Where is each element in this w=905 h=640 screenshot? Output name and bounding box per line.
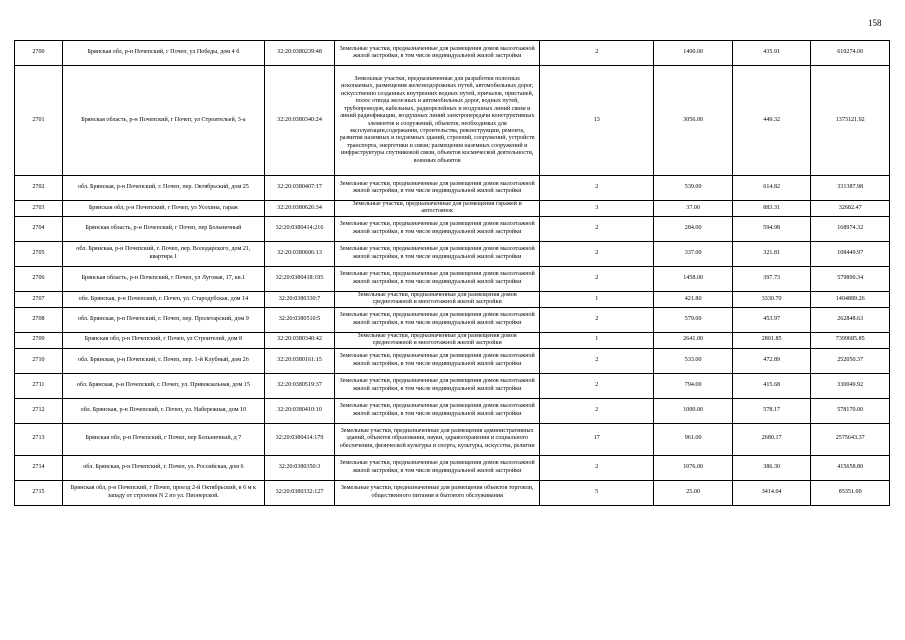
table-row [15,291,890,307]
address-cell: Брянская область, р-н Почепский, г Почеп, пер Больничный [62,216,264,241]
address-cell: Брянская обл, р-н Почепский, г Почеп, ул Усохина, гараж [62,201,264,217]
row-number: 2705 [15,241,63,266]
table-row [15,373,890,398]
row-number: 2704 [15,216,63,241]
table-row [15,41,890,66]
address-cell: обл. Брянская, р-н Почепский, г. Почеп, пер. Володарского, дом 21, квартира 1 [62,241,264,266]
specific-value-cell: 883.31 [732,201,811,217]
specific-value-cell: 2680.17 [732,423,811,455]
row-number: 2714 [15,455,63,480]
use-group-code-cell: 2 [540,176,654,201]
cadastral-number-cell: 32:20:0380330:7 [264,291,334,307]
cadastral-number-cell: 32:20:0380519:37 [264,373,334,398]
permitted-use-cell: Земельные участки, предназначенные для размещения домов среднеэтажной и многоэтажной жилой застройки [335,291,540,307]
table-row [15,480,890,505]
cadastral-value-cell: 1404889.26 [811,291,890,307]
row-number: 2712 [15,398,63,423]
use-group-code-cell: 2 [540,348,654,373]
area-cell: 3056.00 [654,66,733,176]
table-row [15,455,890,480]
table-row [15,332,890,348]
permitted-use-cell: Земельные участки, предназначенные для размещения домов малоэтажной жилой застройки, в том числе индивидуальной жилой застройки [335,176,540,201]
table-row [15,307,890,332]
specific-value-cell: 449.32 [732,66,811,176]
specific-value-cell: 614.82 [732,176,811,201]
cadastral-value-cell: 1373121.92 [811,66,890,176]
table-row [15,66,890,176]
row-number: 2702 [15,176,63,201]
table-row [15,216,890,241]
row-number: 2700 [15,41,63,66]
row-number: 2701 [15,66,63,176]
address-cell: обл. Брянская, р-н Почепский, г. Почеп, пер. Пролетарский, дом 9 [62,307,264,332]
permitted-use-cell: Земельные участки, предназначенные для размещения домов малоэтажной жилой застройки, в том числе индивидуальной жилой застройки [335,41,540,66]
cadastral-value-cell: 2575643.37 [811,423,890,455]
cadastral-value-cell: 252050.37 [811,348,890,373]
cadastral-value-cell: 579890.34 [811,266,890,291]
cadastral-value-cell: 7399685.85 [811,332,890,348]
use-group-code-cell: 2 [540,216,654,241]
specific-value-cell: 321.81 [732,241,811,266]
cadastral-value-cell: 32682.47 [811,201,890,217]
cadastral-number-cell: 32:20:0380332:127 [264,480,334,505]
address-cell: обл. Брянская, р-н Почепский, г. Почеп, ул. Набережная, дом 10 [62,398,264,423]
specific-value-cell: 415.68 [732,373,811,398]
specific-value-cell: 3414.04 [732,480,811,505]
permitted-use-cell: Земельные участки, предназначенные для размещения домов малоэтажной жилой застройки, в том числе индивидуальной жилой застройки [335,241,540,266]
area-cell: 284.00 [654,216,733,241]
cadastral-number-cell: 32:20:0380626:34 [264,201,334,217]
cadastral-number-cell: 32:20:0380340:24 [264,66,334,176]
table-row [15,201,890,217]
specific-value-cell: 3330.70 [732,291,811,307]
specific-value-cell: 386.30 [732,455,811,480]
area-cell: 1076.00 [654,455,733,480]
permitted-use-cell: Земельные участки, предназначенные для размещения домов малоэтажной жилой застройки, в том числе индивидуальной жилой застройки [335,373,540,398]
cadastral-number-cell: 32:20:0380161:15 [264,348,334,373]
cadastral-number-cell: 32:20:0380340:42 [264,332,334,348]
permitted-use-cell: Земельные участки, предназначенные для размещения домов малоэтажной жилой застройки, в том числе индивидуальной жилой застройки [335,266,540,291]
cadastral-number-cell: 32:20:0380606:13 [264,241,334,266]
cadastral-value-cell: 578170.00 [811,398,890,423]
address-cell: обл. Брянская, р-н Почепский, г. Почеп, ул. Стародубская, дом 14 [62,291,264,307]
area-cell: 337.00 [654,241,733,266]
address-cell: Брянская область, р-н Почепский, г Почеп, ул Строительей, 3-а [62,66,264,176]
row-number: 2711 [15,373,63,398]
area-cell: 37.00 [654,201,733,217]
cadastral-value-cell: 415658.80 [811,455,890,480]
specific-value-cell: 594.98 [732,216,811,241]
use-group-code-cell: 3 [540,201,654,217]
land-registry-table [14,40,890,506]
permitted-use-cell: Земельные участки, предназначенные для размещения домов малоэтажной жилой застройки, в том числе индивидуальной жилой застройки [335,455,540,480]
permitted-use-cell: Земельные участки, предназначенные для размещения домов малоэтажной жилой застройки, в том числе индивидуальной жилой застройки [335,348,540,373]
area-cell: 421.80 [654,291,733,307]
address-cell: Брянская обл, р-н Почепский, г Почеп, ул Строителей, дом 8 [62,332,264,348]
address-cell: Брянская обл, р-н Почепский, г Почеп, проезд 2-й Октябрьский, в 6 м к западу от строения N 2 по ул. Пионерской. [62,480,264,505]
use-group-code-cell: 2 [540,398,654,423]
area-cell: 2641.00 [654,332,733,348]
specific-value-cell: 2801.85 [732,332,811,348]
page-number: 158 [868,18,882,28]
table-row [15,176,890,201]
specific-value-cell: 397.73 [732,266,811,291]
cadastral-number-cell: 32:20:0380239:48 [264,41,334,66]
address-cell: обл. Брянская, р-н Почепский, г. Почеп, ул. Российская, дом 6 [62,455,264,480]
cadastral-value-cell: 330049.92 [811,373,890,398]
cadastral-number-cell: 32:20:0380350:3 [264,455,334,480]
permitted-use-cell: Земельные участки, предназначенные для размещения объектов торговли, общественного питания и бытового обслуживания [335,480,540,505]
cadastral-number-cell: 32:20:0380418:195 [264,266,334,291]
cadastral-number-cell: 32:20:0380407:17 [264,176,334,201]
table-row [15,266,890,291]
table-row [15,398,890,423]
use-group-code-cell: 2 [540,307,654,332]
area-cell: 1400.00 [654,41,733,66]
use-group-code-cell: 1 [540,332,654,348]
permitted-use-cell: Земельные участки, предназначенные для размещения гаражей и автостоянок [335,201,540,217]
area-cell: 961.00 [654,423,733,455]
permitted-use-cell: Земельные участки, предназначенные для размещения домов малоэтажной жилой застройки, в том числе индивидуальной жилой застройки [335,216,540,241]
use-group-code-cell: 2 [540,373,654,398]
use-group-code-cell: 2 [540,41,654,66]
table-row [15,241,890,266]
cadastral-value-cell: 108449.97 [811,241,890,266]
row-number: 2713 [15,423,63,455]
use-group-code-cell: 2 [540,266,654,291]
cadastral-value-cell: 262848.63 [811,307,890,332]
address-cell: обл. Брянская, р-н Почепский, г. Почеп, пер. 1-й Клубный, дом 26 [62,348,264,373]
row-number: 2709 [15,332,63,348]
row-number: 2708 [15,307,63,332]
row-number: 2703 [15,201,63,217]
area-cell: 25.00 [654,480,733,505]
cadastral-value-cell: 331387.98 [811,176,890,201]
specific-value-cell: 578.17 [732,398,811,423]
cadastral-value-cell: 85351.00 [811,480,890,505]
address-cell: обл. Брянская, р-н Почепский, г. Почеп, ул. Привокзальная, дом 15 [62,373,264,398]
use-group-code-cell: 2 [540,455,654,480]
area-cell: 1458.00 [654,266,733,291]
permitted-use-cell: Земельные участки, предназначенные для размещения административных зданий, объектов образования, науки, здравоохранения и социального обеспечения, физической культуры и спорта, культуры, искусства, религии [335,423,540,455]
cadastral-number-cell: 32:20:0380510:5 [264,307,334,332]
permitted-use-cell: Земельные участки, предназначенные для размещения домов малоэтажной жилой застройки, в том числе индивидуальной жилой застройки [335,307,540,332]
cadastral-number-cell: 32:20:0380414:216 [264,216,334,241]
table-row [15,348,890,373]
specific-value-cell: 472.89 [732,348,811,373]
area-cell: 579.00 [654,307,733,332]
address-cell: обл. Брянская, р-н Почепский, г. Почеп, пер. Октябрьский, дом 25 [62,176,264,201]
area-cell: 794.00 [654,373,733,398]
address-cell: Брянская обл, р-н Почепский, г Почеп, ул Победы, дом 4 б [62,41,264,66]
cadastral-number-cell: 32:20:0380414:179 [264,423,334,455]
use-group-code-cell: 13 [540,66,654,176]
cadastral-value-cell: 168974.32 [811,216,890,241]
area-cell: 533.00 [654,348,733,373]
row-number: 2715 [15,480,63,505]
table-row [15,423,890,455]
permitted-use-cell: Земельные участки, предназначенные для размещения домов среднеэтажной и многоэтажной жилой застройки [335,332,540,348]
specific-value-cell: 453.97 [732,307,811,332]
permitted-use-cell: Земельные участки, предназначенные для размещения домов малоэтажной жилой застройки, в том числе индивидуальной жилой застройки [335,398,540,423]
use-group-code-cell: 1 [540,291,654,307]
row-number: 2710 [15,348,63,373]
address-cell: Брянская область, р-н Почепский, г Почеп, ул Луговая, 17, кв.1 [62,266,264,291]
row-number: 2707 [15,291,63,307]
area-cell: 1000.00 [654,398,733,423]
use-group-code-cell: 5 [540,480,654,505]
row-number: 2706 [15,266,63,291]
cadastral-number-cell: 32:20:0380410:10 [264,398,334,423]
address-cell: Брянская обл, р-н Почепский, г Почеп, пер Больничный, д 7 [62,423,264,455]
cadastral-value-cell: 610274.00 [811,41,890,66]
specific-value-cell: 435.91 [732,41,811,66]
area-cell: 539.00 [654,176,733,201]
permitted-use-cell: Земельные участки, предназначенные для разработки полезных ископаемых, размещения железнодорожных путей, автомобильных дорог, искусственно созданных внутренних водных путей, причалов, пристаней, полос отвода железных и автомобильных дорог, водных путей, трубопроводов, кабельных, радиорелейных и воздушных линий связи и линий радиофикации, воздушных линий электропередачи конструктивных элементов и сооружений, объектов, необходимых для эксплуатации,содержания, строительства, реконструкции, ремонта, развития наземных и подземных зданий, строений, сооружений, устройств транспорта, энергетики и связи; размещения наземных сооружений и инфраструктуры спутниковой связи, объектов космической деятельности, военных объектов [335,66,540,176]
use-group-code-cell: 2 [540,241,654,266]
use-group-code-cell: 17 [540,423,654,455]
